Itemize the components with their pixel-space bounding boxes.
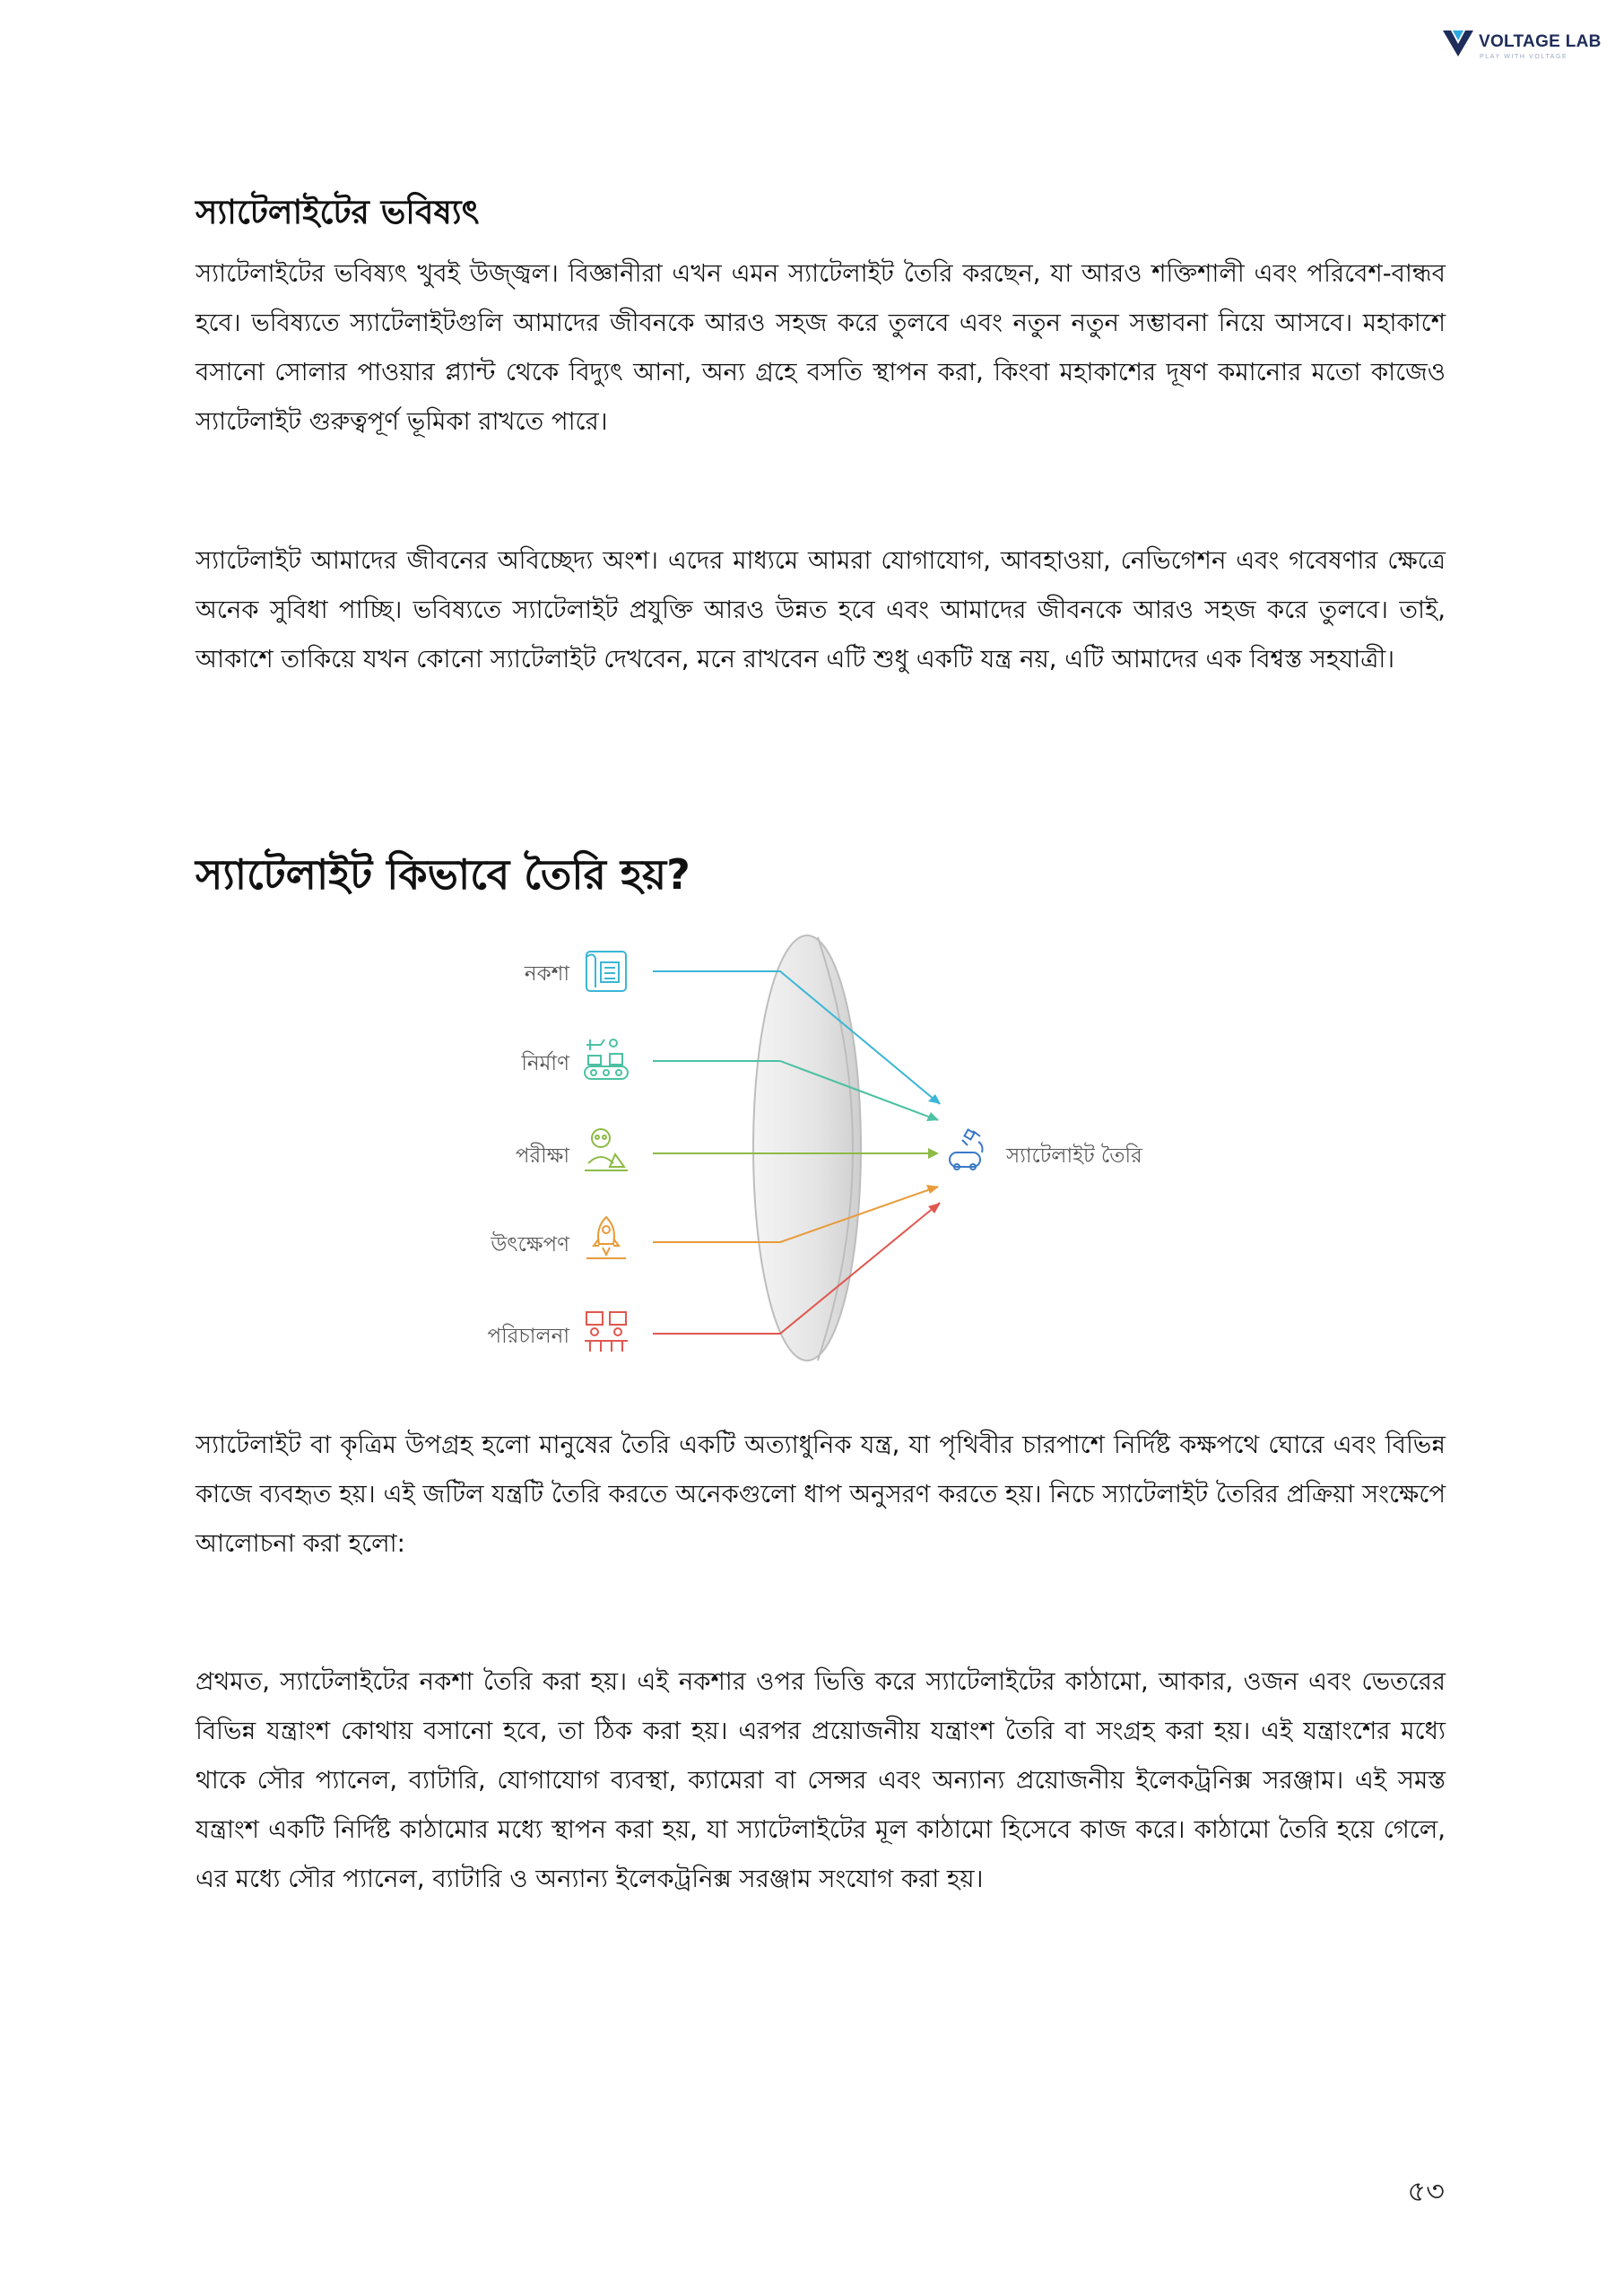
step-label-launch: উৎক্ষেপণ — [491, 1233, 569, 1257]
section-heading-manufacturing: স্যাটেলাইট কিভাবে তৈরি হয়? — [195, 850, 690, 899]
lens-shape — [753, 935, 861, 1361]
voltage-lab-logo-icon — [1441, 27, 1475, 59]
manufacturing-paragraph-2 — [195, 1657, 1446, 1904]
result-label: স্যাটেলাইট তৈরি — [1006, 1144, 1142, 1168]
brand-logo — [1441, 23, 1602, 68]
future-section — [195, 193, 1446, 232]
paragraph: স্যাটেলাইট বা কৃত্রিম উপগ্রহ হলো মানুষের তৈরি একটি অত্যাধুনিক যন্ত্র, যা পৃথিবীর চারপাশে নির্দিষ্ট কক্ষপথে ঘোরে এবং বিভিন্ন কাজে ব্যবহৃত হয়। এই জটিল যন্ত্রটি তৈরি করতে অনেকগুলো ধাপ অনুসরণ করতে হয়। নিচে স্যাটেলাইট তৈরির প্রক্রিয়া সংক্ষেপে আলোচনা করা হলো: — [195, 1431, 1446, 1558]
manufacturing-section — [195, 850, 1446, 900]
future-paragraph-2 — [195, 536, 1446, 684]
future-paragraph-1 — [195, 249, 1446, 447]
page-number: ৫৩ — [1407, 2174, 1445, 2208]
process-diagram — [448, 928, 1184, 1377]
paragraph: স্যাটেলাইটের ভবিষ্যৎ খুবই উজ্জ্বল। বিজ্ঞানীরা এখন এমন স্যাটেলাইট তৈরি করছেন, যা আরও শক্তিশালী এবং পরিবেশ-বান্ধব হবে। ভবিষ্যতে স্যাটেলাইটগুলি আমাদের জীবনকে আরও সহজ করে তুলবে এবং নতুন নতুন সম্ভাবনা নিয়ে আসবে। মহাকাশে বসানো সোলার পাওয়ার প্ল্যান্ট থেকে বিদ্যুৎ আনা, অন্য গ্রহে বসতি স্থাপন করা, কিংবা মহাকাশের দূষণ কমানোর মতো কাজেও স্যাটেলাইট গুরুত্বপূর্ণ ভূমিকা রাখতে পারে। — [195, 259, 1446, 436]
rocket-icon — [586, 1217, 626, 1258]
blueprint-icon — [586, 952, 626, 991]
manufacturing-paragraph-1 — [195, 1421, 1446, 1569]
brand-tagline: PLAY WITH VOLTAGE — [1480, 54, 1568, 60]
paragraph: প্রথমত, স্যাটেলাইটের নকশা তৈরি করা হয়। এই নকশার ওপর ভিত্তি করে স্যাটেলাইটের কাঠামো, আকার, ওজন এবং ভেতরের বিভিন্ন যন্ত্রাংশ কোথায় বসানো হবে, তা ঠিক করা হয়। এরপর প্রয়োজনীয় যন্ত্রাংশ তৈরি বা সংগ্রহ করা হয়। এই যন্ত্রাংশের মধ্যে থাকে সৌর প্যানেল, ব্যাটারি, যোগাযোগ ব্যবস্থা, ক্যামেরা বা সেন্সর এবং অন্যান্য প্রয়োজনীয় ইলেকট্রনিক্স সরঞ্জাম। এই সমস্ত যন্ত্রাংশ একটি নির্দিষ্ট কাঠামোর মধ্যে স্থাপন করা হয়, যা স্যাটেলাইটের মূল কাঠামো হিসেবে কাজ করে। কাঠামো তৈরি হয়ে গেলে, এর মধ্যে সৌর প্যানেল, ব্যাটারি ও অন্যান্য ইলেকট্রনিক্স সরঞ্জাম সংযোগ করা হয়। — [195, 1667, 1446, 1893]
step-label-operate: পরিচালনা — [487, 1325, 569, 1348]
tester-icon — [585, 1129, 628, 1170]
step-label-build: নির্মাণ — [521, 1052, 569, 1075]
section-heading-future: স্যাটেলাইটের ভবিষ্যৎ — [195, 193, 480, 231]
assembly-robot-icon — [585, 1039, 628, 1079]
step-label-test: পরীক্ষা — [515, 1144, 569, 1168]
satellite-icon — [950, 1130, 983, 1170]
control-room-icon — [585, 1312, 628, 1352]
step-label-design: নকশা — [524, 962, 569, 986]
brand-name: VOLTAGE LAB — [1479, 32, 1602, 51]
paragraph: স্যাটেলাইট আমাদের জীবনের অবিচ্ছেদ্য অংশ। এদের মাধ্যমে আমরা যোগাযোগ, আবহাওয়া, নেভিগেশন এবং গবেষণার ক্ষেত্রে অনেক সুবিধা পাচ্ছি। ভবিষ্যতে স্যাটেলাইট প্রযুক্তি আরও উন্নত হবে এবং আমাদের জীবনকে আরও সহজ করে তুলবে। তাই, আকাশে তাকিয়ে যখন কোনো স্যাটেলাইট দেখবেন, মনে রাখবেন এটি শুধু একটি যন্ত্র নয়, এটি আমাদের এক বিশ্বস্ত সহযাত্রী। — [195, 546, 1446, 674]
